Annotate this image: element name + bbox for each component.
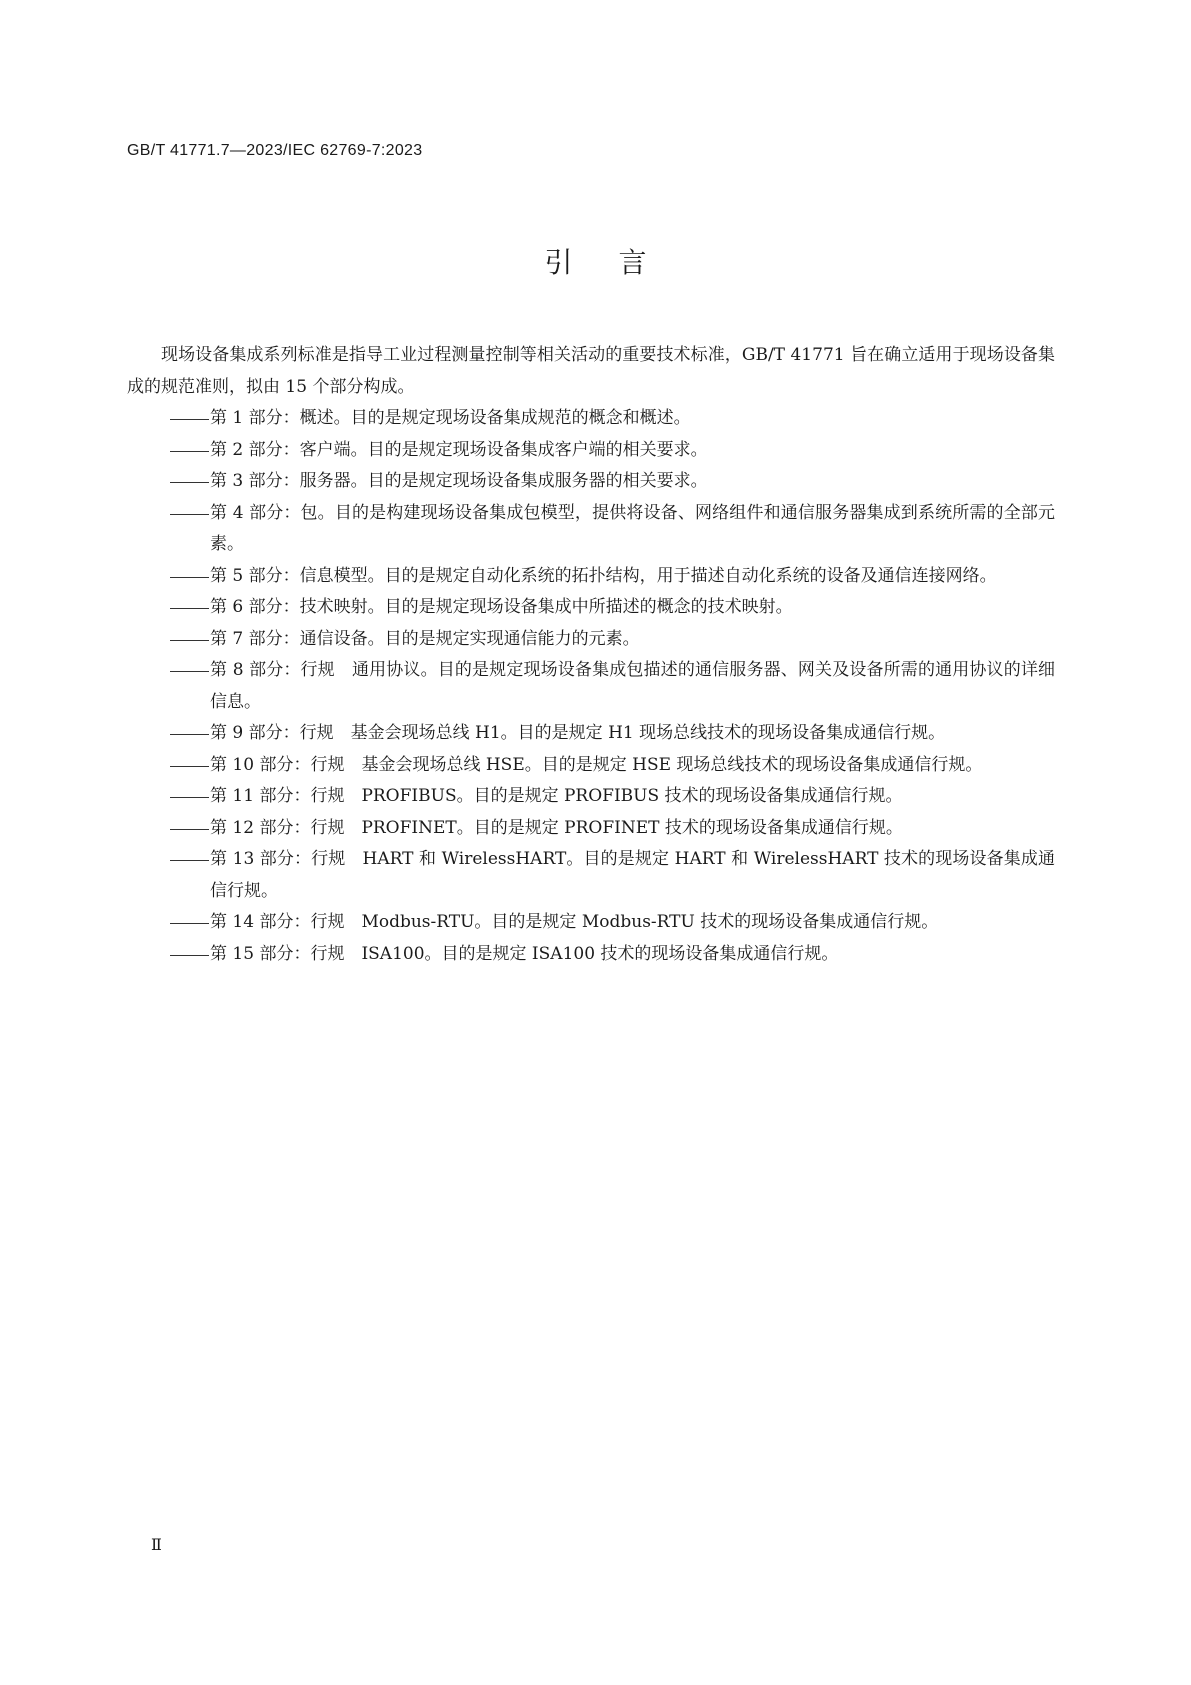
- part-text: 第 15 部分：行规 ISA100。目的是规定 ISA100 技术的现场设备集成通信行规。: [210, 943, 839, 964]
- page-number: Ⅱ: [151, 1535, 162, 1554]
- dash-marker: [169, 498, 211, 530]
- dash-marker: [169, 813, 211, 845]
- list-item: [127, 498, 1055, 561]
- dash-marker: [169, 624, 211, 656]
- dash-marker: [169, 592, 211, 624]
- dash-marker: [169, 907, 211, 939]
- list-item: [127, 655, 1055, 718]
- part-text: 第 6 部分：技术映射。目的是规定现场设备集成中所描述的概念的技术映射。: [210, 597, 793, 617]
- part-text: 第 1 部分：概述。目的是规定现场设备集成规范的概念和概述。: [210, 408, 691, 428]
- dash-marker: [169, 435, 211, 467]
- part-text: 第 11 部分：行规 PROFIBUS。目的是规定 PROFIBUS 技术的现场设备集成通信行规。: [210, 786, 903, 806]
- dash-marker: [169, 718, 211, 750]
- list-item: [127, 435, 1055, 467]
- list-item: [127, 466, 1055, 498]
- list-item: [127, 844, 1055, 907]
- list-item: [127, 907, 1055, 939]
- document-code-header: GB/T 41771.7—2023/IEC 62769-7:2023: [127, 142, 423, 159]
- intro-paragraph: 现场设备集成系列标准是指导工业过程测量控制等相关活动的重要技术标准，GB/T 41771 旨在确立适用于现场设备集成的规范准则，拟由 15 个部分构成。: [127, 345, 1055, 397]
- part-text: 第 2 部分：客户端。目的是规定现场设备集成客户端的相关要求。: [210, 439, 708, 460]
- dash-marker: [169, 655, 211, 687]
- part-text: 第 5 部分：信息模型。目的是规定自动化系统的拓扑结构，用于描述自动化系统的设备及通信连接网络。: [210, 565, 997, 586]
- part-text: 第 7 部分：通信设备。目的是规定实现通信能力的元素。: [210, 628, 640, 649]
- list-item: [127, 561, 1055, 593]
- list-item: [127, 718, 1055, 750]
- dash-marker: [169, 561, 211, 593]
- dash-marker: [169, 844, 211, 876]
- dash-marker: [169, 750, 211, 782]
- part-text: 第 3 部分：服务器。目的是规定现场设备集成服务器的相关要求。: [210, 471, 708, 491]
- dash-marker: [169, 939, 211, 971]
- list-item: [127, 403, 1055, 435]
- list-item: [127, 624, 1055, 656]
- dash-marker: [169, 403, 211, 435]
- list-item: [127, 781, 1055, 813]
- dash-marker: [169, 466, 211, 498]
- list-item: [127, 592, 1055, 624]
- part-text: 第 13 部分：行规 HART 和 WirelessHART。目的是规定 HART 和 WirelessHART 技术的现场设备集成通信行规。: [210, 849, 1055, 901]
- part-text: 第 8 部分：行规 通用协议。目的是规定现场设备集成包描述的通信服务器、网关及设备所需的通用协议的详细信息。: [210, 660, 1055, 712]
- list-item: [127, 813, 1055, 845]
- introduction-body: [127, 340, 1055, 970]
- list-item: [127, 939, 1055, 971]
- part-text: 第 14 部分：行规 Modbus-RTU。目的是规定 Modbus-RTU 技术的现场设备集成通信行规。: [210, 912, 939, 932]
- dash-marker: [169, 781, 211, 813]
- part-text: 第 10 部分：行规 基金会现场总线 HSE。目的是规定 HSE 现场总线技术的现场设备集成通信行规。: [210, 754, 983, 775]
- page-title: 引言: [544, 246, 693, 279]
- part-text: 第 4 部分：包。目的是构建现场设备集成包模型，提供将设备、网络组件和通信服务器集成到系统所需的全部元素。: [210, 502, 1055, 554]
- part-text: 第 12 部分：行规 PROFINET。目的是规定 PROFINET 技术的现场设备集成通信行规。: [210, 817, 903, 838]
- list-item: [127, 750, 1055, 782]
- parts-list: [127, 403, 1055, 970]
- part-text: 第 9 部分：行规 基金会现场总线 H1。目的是规定 H1 现场总线技术的现场设备集成通信行规。: [210, 723, 946, 743]
